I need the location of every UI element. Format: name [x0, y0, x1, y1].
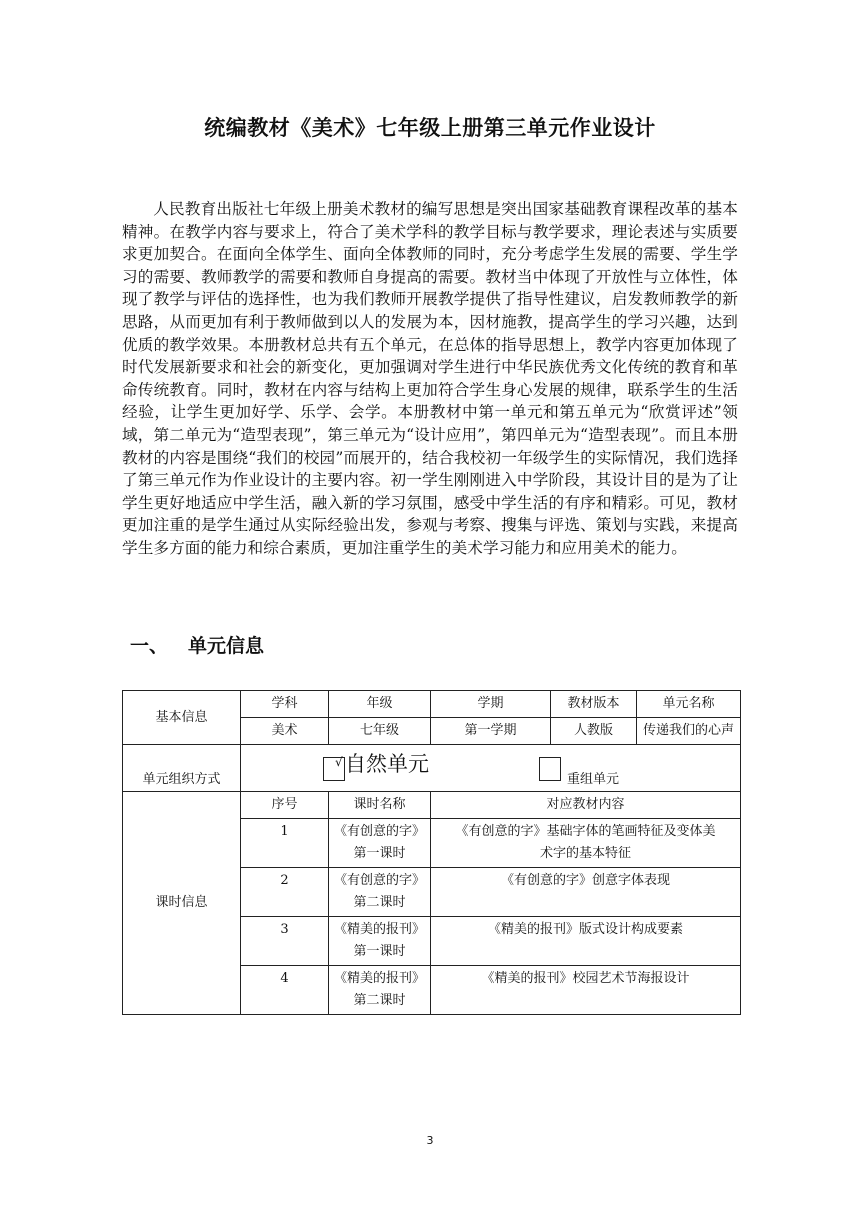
lesson-content: 《有创意的字》基础字体的笔画特征及变体美术字的基本特征	[431, 819, 741, 868]
lesson-no: 1	[241, 819, 329, 868]
check-icon: √	[335, 755, 343, 769]
lesson-content: 《精美的报刊》校园艺术节海报设计	[431, 966, 741, 1015]
lesson-content: 《精美的报刊》版式设计构成要素	[431, 917, 741, 966]
org-method-label: 单元组织方式	[123, 745, 241, 792]
natural-unit-label: 自然单元	[345, 752, 429, 776]
section-title: 单元信息	[188, 635, 265, 657]
table-row	[123, 745, 741, 792]
basic-info-label: 基本信息	[123, 691, 241, 745]
document-title: 统编教材《美术》七年级上册第三单元作业设计	[204, 116, 656, 140]
value-edition: 人教版	[551, 718, 637, 745]
lesson-name: 《精美的报刊》第二课时	[329, 966, 431, 1015]
intro-paragraph: 人民教育出版社七年级上册美术教材的编写思想是突出国家基础教育课程改革的基本精神。在教学内容与要求上，符合了美术学科的教学目标与教学要求，理论表述与实质要求更加契合。在面向全体学生、面向全体教师的同时，充分考虑学生发展的需要、学生学习的需要、教师教学的需要和教师自身提高的需要。教材当中体现了开放性与立体性，体现了教学与评估的选择性，也为我们教师开展教学提供了指导性建议，启发教师教学的新思路，从而更加有利于教师做到以人的发展为本，因材施教，提高学生的学习兴趣，达到优质的教学效果。本册教材总共有五个单元，在总体的指导思想上，教学内容更加体现了时代发展新要求和社会的新变化，更加强调对学生进行中华民族优秀文化传统的教育和革命传统教育。同时，教材在内容与结构上更加符合学生身心发展的规律，联系学生的生活经验，让学生更加好学、乐学、会学。本册教材中第一单元和第五单元为“欣赏评述”领域，第二单元为“造型表现”，第三单元为“设计应用”，第四单元为“造型表现”。而且本册教材的内容是围绕“我们的校园”而展开的，结合我校初一年级学生的实际情况，我们选择了第三单元作为作业设计的主要内容。初一学生刚刚进入中学阶段，其设计目的是为了让学生更好地适应中学生活，融入新的学习氛围，感受中学生活的有序和精彩。可见，教材更加注重的是学生通过从实际经验出发，参观与考察、搜集与评选、策划与实践，来提高学生多方面的能力和综合素质，更加注重学生的美术学习能力和应用美术的能力。	[122, 200, 738, 557]
header-lesson-content: 对应教材内容	[431, 792, 741, 819]
value-grade: 七年级	[329, 718, 431, 745]
org-method-options	[241, 745, 741, 792]
value-unit-name: 传递我们的心声	[637, 718, 741, 745]
header-lesson-no: 序号	[241, 792, 329, 819]
section-heading	[130, 631, 264, 658]
table-row	[123, 792, 741, 819]
header-lesson-name: 课时名称	[329, 792, 431, 819]
lesson-no: 4	[241, 966, 329, 1015]
unit-info-table	[122, 690, 741, 1015]
value-semester: 第一学期	[431, 718, 551, 745]
regroup-unit-label: 重组单元	[567, 772, 620, 787]
header-edition: 教材版本	[551, 691, 637, 718]
regroup-unit-checkbox[interactable]	[539, 757, 561, 781]
lesson-name: 《有创意的字》第一课时	[329, 819, 431, 868]
header-unit-name: 单元名称	[637, 691, 741, 718]
lesson-info-label: 课时信息	[123, 792, 241, 1015]
lesson-content: 《有创意的字》创意字体表现	[431, 868, 741, 917]
lesson-no: 3	[241, 917, 329, 966]
page-number: 3	[426, 1134, 434, 1147]
value-subject: 美术	[241, 718, 329, 745]
table-row	[123, 691, 741, 718]
lesson-no: 2	[241, 868, 329, 917]
lesson-name: 《有创意的字》第二课时	[329, 868, 431, 917]
lesson-name: 《精美的报刊》第一课时	[329, 917, 431, 966]
header-semester: 学期	[431, 691, 551, 718]
header-grade: 年级	[329, 691, 431, 718]
section-number: 一、	[130, 635, 169, 657]
header-subject: 学科	[241, 691, 329, 718]
